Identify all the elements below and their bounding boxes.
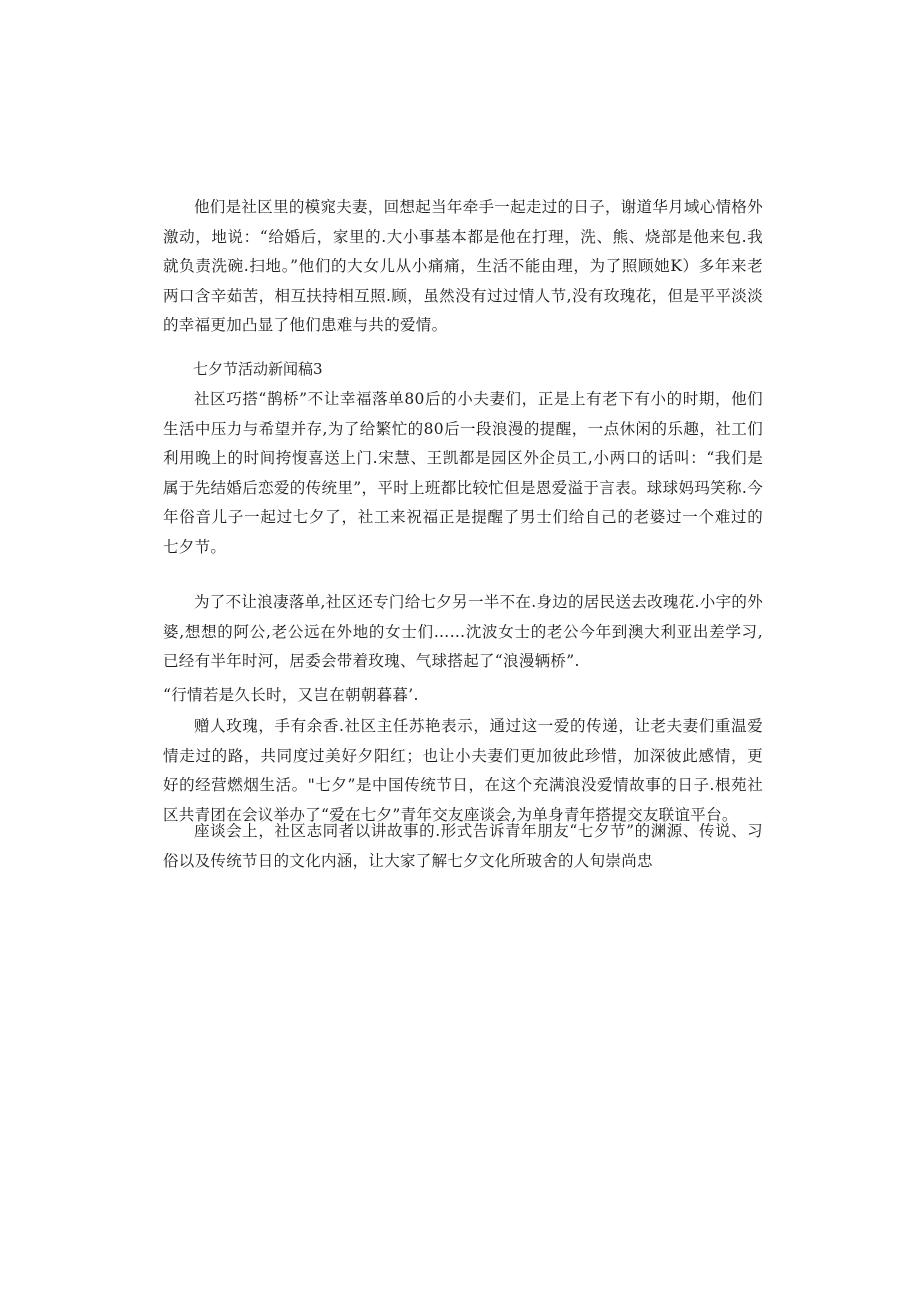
paragraph-director-remarks: 赠人玫瑰，手有余香.社区主任苏艳表示，通过这一爱的传递，让老夫妻们重温爱情走过的路，共同度过美好夕阳红；也让小夫妻们更加彼此珍惜，加深彼此感情，更好的经营燃烟生活。"七夕”是中国传统节日，在这个充满浪没爱情故事的日子.根苑社区共青团在会议举办了“爱在七夕”青年交友座谈会,为单身青年搭提交友联谊平台。: [163, 717, 763, 824]
paragraph-roses: 为了不让浪凄落单,社区还专门给七夕另一半不在.身边的居民送去改瑰花.小宇的外婆,想想的阿公,老公远在外地的女士们……沈波女士的老公今年到澳大利亚出差学习,已经有半年时河，居委会带着玫瑰、气球搭起了“浪漫辆桥”.: [163, 593, 763, 670]
paragraph-couple-story: 他们是社区里的模窕夫妻，回想起当年牵手一起走过的日子，谢道华月域心情格外激动，地说：“给婚后，家里的.大小事基本都是他在打理，洗、熊、烧部是他来包.我就负责洗碗.扫地。”他们的大女儿从小痛痛，生活不能由理，为了照顾她K）多年来老两口含辛茹苦，相互扶持相互照.顾，虽然没有过过情人节,没有玫瑰花，但是平平淡淡的幸福更加凸显了他们患难与共的爱情。: [163, 198, 763, 334]
paragraph-young-couples: 社区巧搭“鹊桥”不让幸福落单80后的小夫妻们，正是上有老下有小的时期，他们生活中压力与希望并存,为了给繁忙的80后一段浪漫的提醒，一点休闲的乐趣，社工们利用晚上的时间挎愎喜送上门.宋慧、王凯都是园区外企员工,小两口的话叫：“我们是属于先结婚后恋爱的传统里”，平时上班都比较忙但是恩爱溢于言表。球球妈玛笑称.今年俗音儿子一起过七夕了，社工来祝福正是提醒了男士们给自己的老婆过一个难过的七夕节。: [163, 390, 763, 556]
paragraph-forum: 座谈会上，社区志同者以讲故事的.形式告诉青年朋友“七夕节”的渊源、传说、习俗以及传统节日的文化内涵，让大家了解七夕文化所玻舍的人旬崇尚忠: [163, 822, 763, 870]
section-heading: 七夕节活动新闻稿3: [193, 360, 323, 378]
paragraph-poem-quote: “行情若是久长时，又岂在朝朝暮暮’.: [163, 686, 419, 704]
